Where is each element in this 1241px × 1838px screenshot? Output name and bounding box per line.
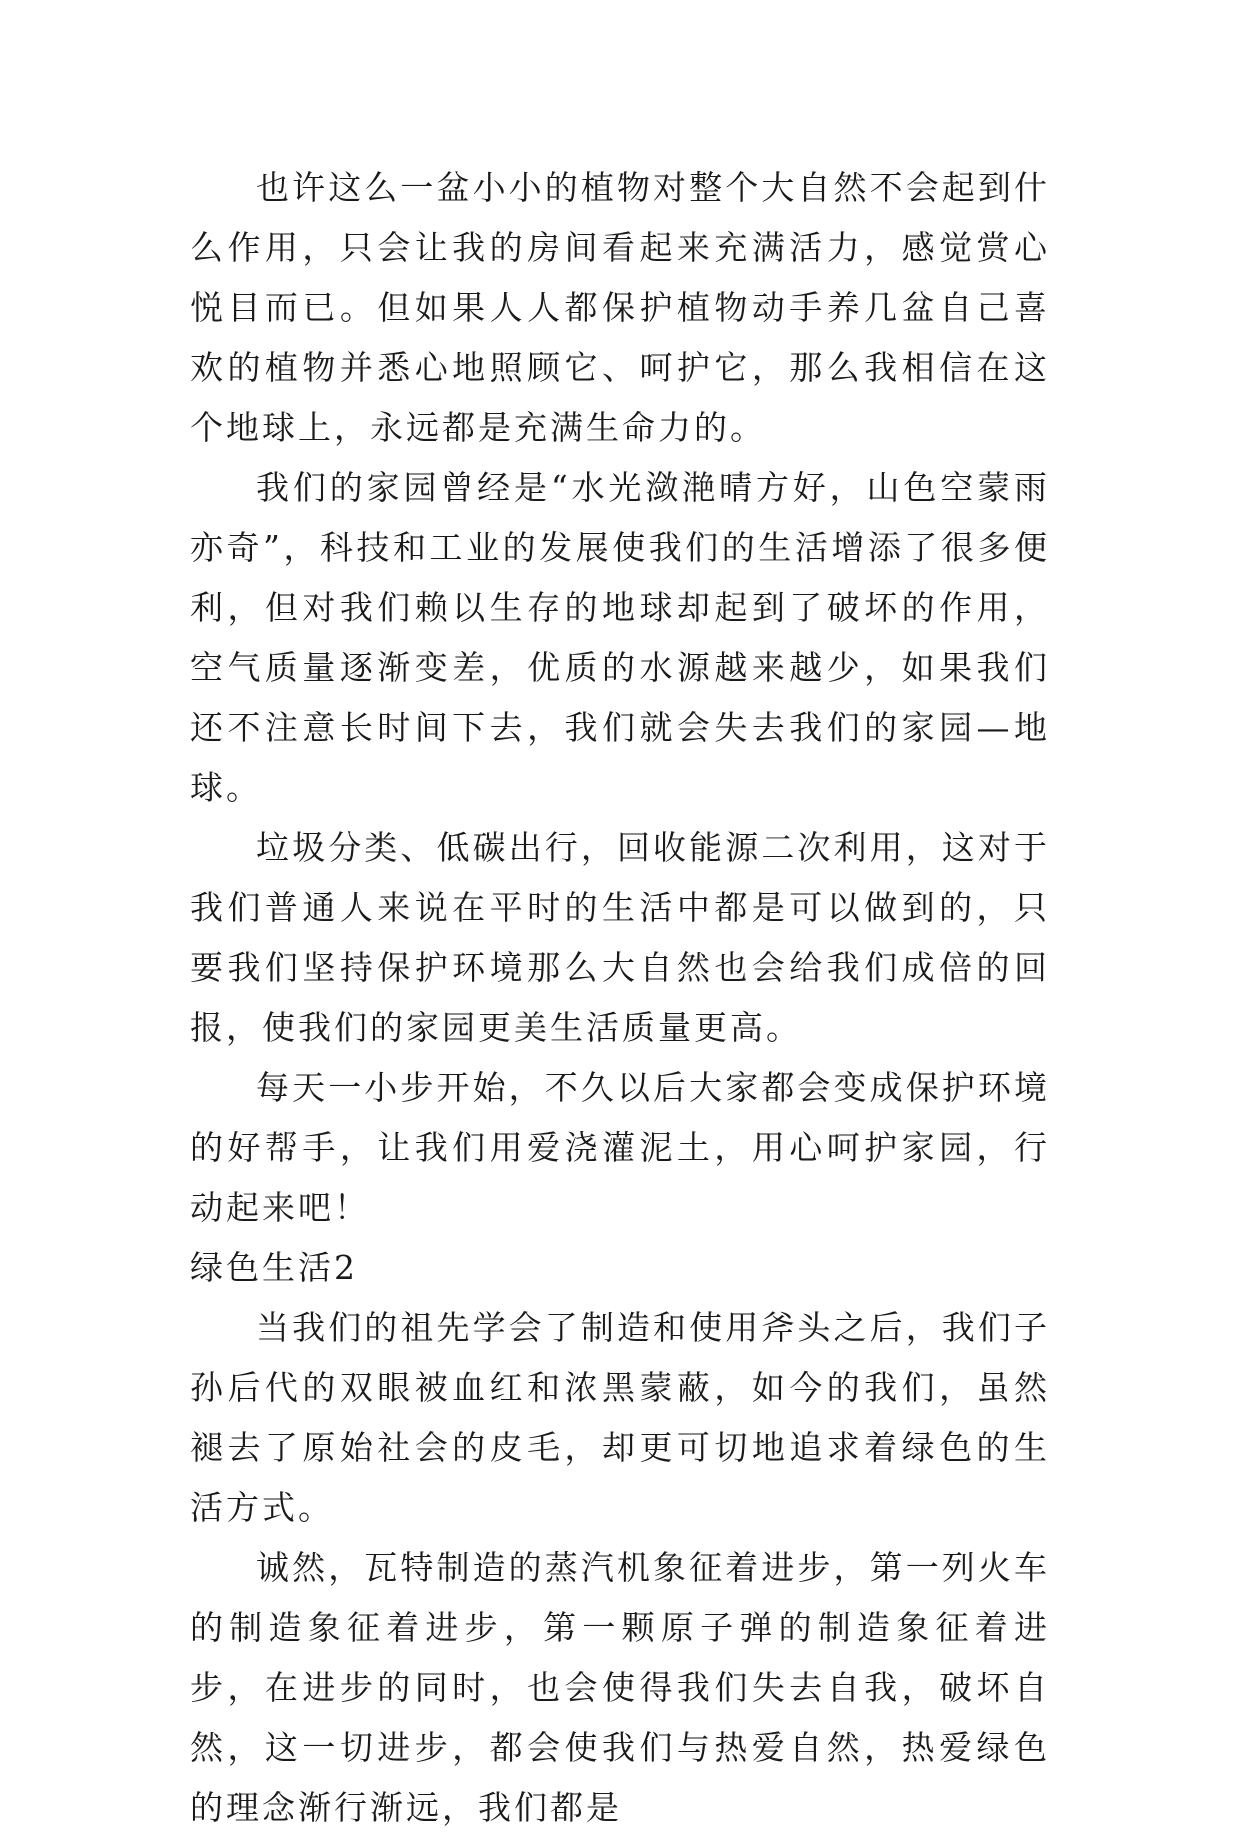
document-body: [190, 158, 1050, 1838]
paragraph-6: 诚然，瓦特制造的蒸汽机象征着进步，第一列火车的制造象征着进步，第一颗原子弹的制造象征着进步，在进步的同时，也会使得我们失去自我，破坏自然，这一切进步，都会使我们与热爱自然，热爱绿色的理念渐行渐远，我们都是: [190, 1548, 1050, 1827]
section-heading: 绿色生活2: [190, 1248, 358, 1287]
paragraph-5: 当我们的祖先学会了制造和使用斧头之后，我们子孙后代的双眼被血红和浓黑蒙蔽，如今的我们，虽然褪去了原始社会的皮毛，却更可切地追求着绿色的生活方式。: [190, 1308, 1050, 1527]
paragraph-1: 也许这么一盆小小的植物对整个大自然不会起到什么作用，只会让我的房间看起来充满活力，感觉赏心悦目而已。但如果人人都保护植物动手养几盆自己喜欢的植物并悉心地照顾它、呵护它，那么我相信在这个地球上，永远都是充满生命力的。: [190, 168, 1050, 447]
paragraph-3: 垃圾分类、低碳出行，回收能源二次利用，这对于我们普通人来说在平时的生活中都是可以做到的，只要我们坚持保护环境那么大自然也会给我们成倍的回报，使我们的家园更美生活质量更高。: [190, 828, 1050, 1047]
paragraph-2: 我们的家园曾经是“水光潋滟晴方好，山色空蒙雨亦奇”，科技和工业的发展使我们的生活增添了很多便利，但对我们赖以生存的地球却起到了破坏的作用，空气质量逐渐变差，优质的水源越来越少，如果我们还不注意长时间下去，我们就会失去我们的家园—地球。: [190, 468, 1050, 807]
paragraph-4: 每天一小步开始，不久以后大家都会变成保护环境的好帮手，让我们用爱浇灌泥土，用心呵护家园，行动起来吧！: [190, 1068, 1050, 1227]
